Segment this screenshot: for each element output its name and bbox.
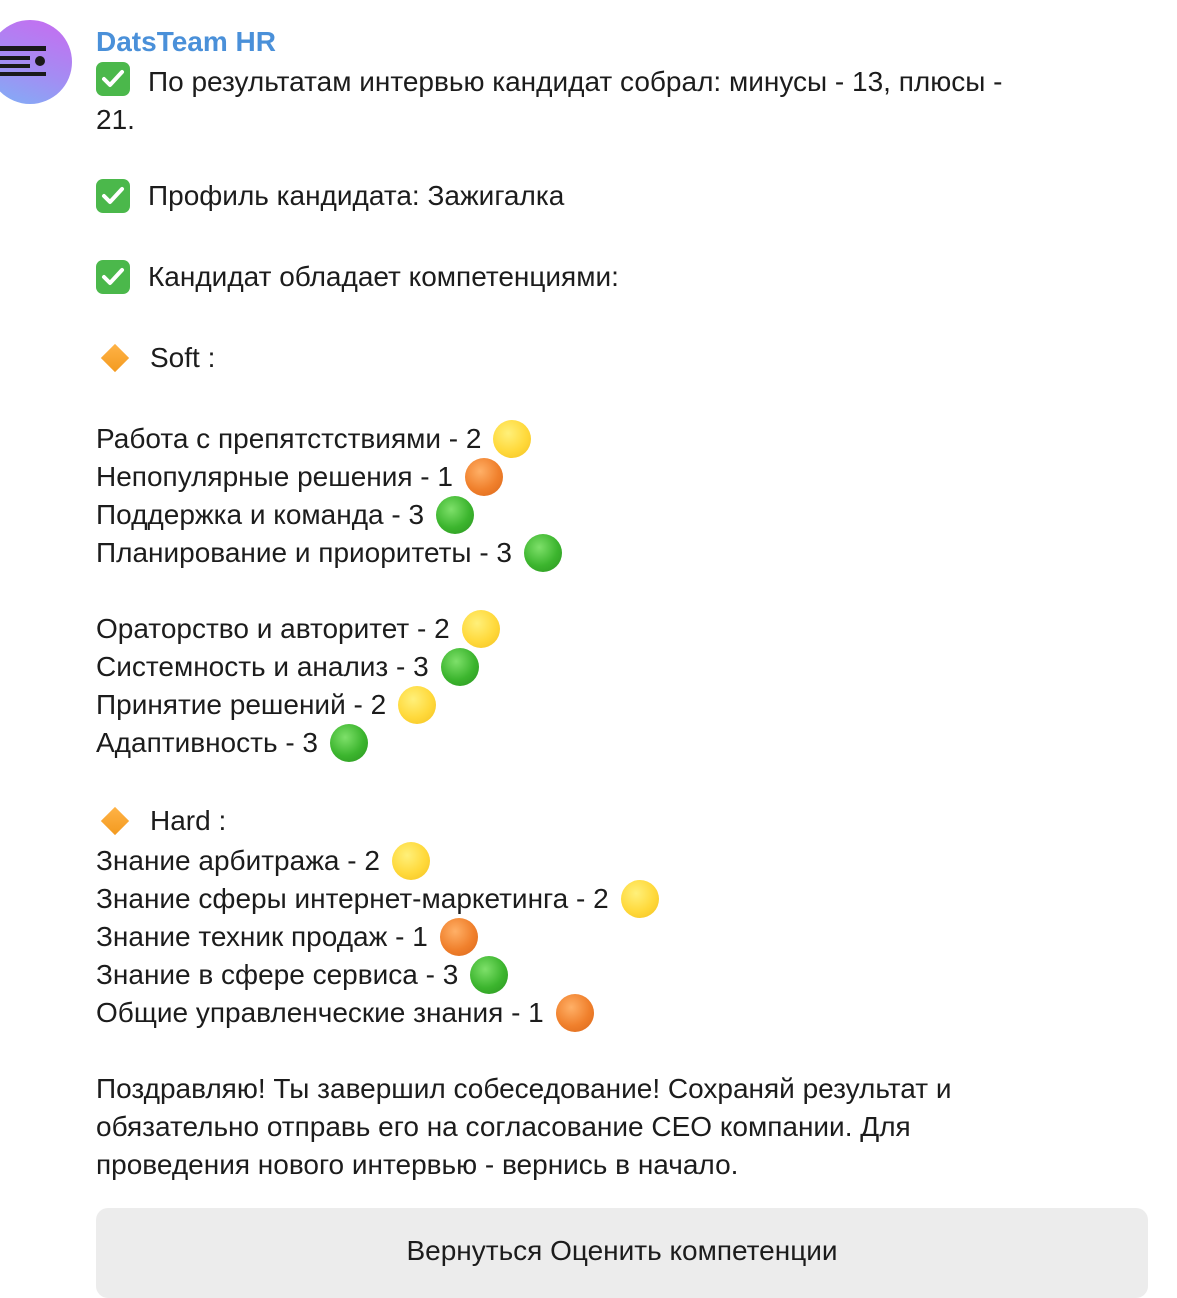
- list-item: [96, 842, 1156, 880]
- list-item: [96, 956, 1156, 994]
- list-item: [96, 918, 1156, 956]
- soft-heading: [96, 339, 1156, 377]
- competency-label: Поддержка и команда - 3: [96, 499, 425, 530]
- profile-line: [96, 177, 1156, 215]
- competency-label: Работа с препятстствиями - 2: [96, 423, 482, 454]
- list-item: [96, 724, 1156, 762]
- summary-line-1: По результатам интервью кандидат собрал: минусы - 13, плюсы -: [148, 66, 1003, 97]
- newspaper-icon: [0, 44, 56, 84]
- closing-line-2: обязательно отправь его на согласование CEO компании. Для: [96, 1111, 911, 1142]
- orange-circle-icon: [465, 458, 503, 496]
- summary-line-2: 21.: [96, 104, 135, 135]
- closing-text: [96, 1070, 1156, 1184]
- competency-label: Системность и анализ - 3: [96, 651, 429, 682]
- list-item: [96, 458, 1156, 496]
- check-mark-icon: [96, 179, 130, 213]
- competency-label: Планирование и приоритеты - 3: [96, 537, 513, 568]
- competencies-intro-text: Кандидат обладает компетенциями:: [148, 261, 619, 292]
- green-circle-icon: [524, 534, 562, 572]
- competency-label: Знание сферы интернет-маркетинга - 2: [96, 883, 609, 914]
- yellow-circle-icon: [392, 842, 430, 880]
- list-item: [96, 496, 1156, 534]
- list-item: [96, 610, 1156, 648]
- competencies-intro: [96, 258, 1156, 296]
- closing-line-1: Поздравляю! Ты завершил собеседование! Сохраняй результат и: [96, 1073, 952, 1104]
- summary-scores: [96, 62, 1156, 139]
- list-item: [96, 648, 1156, 686]
- list-item: [96, 994, 1156, 1032]
- green-circle-icon: [436, 496, 474, 534]
- list-item: [96, 534, 1156, 572]
- profile-text: Профиль кандидата: Зажигалка: [148, 180, 565, 211]
- competency-label: Знание в сфере сервиса - 3: [96, 959, 459, 990]
- competency-label: Знание арбитража - 2: [96, 845, 380, 876]
- check-mark-icon: [96, 260, 130, 294]
- orange-diamond-icon: [101, 344, 129, 372]
- green-circle-icon: [470, 956, 508, 994]
- orange-diamond-icon: [101, 807, 129, 835]
- competency-label: Непопулярные решения - 1: [96, 461, 453, 492]
- closing-line-3: проведения нового интервью - вернись в начало.: [96, 1149, 739, 1180]
- yellow-circle-icon: [621, 880, 659, 918]
- list-item: [96, 420, 1156, 458]
- competency-label: Общие управленческие знания - 1: [96, 997, 544, 1028]
- orange-circle-icon: [440, 918, 478, 956]
- sender-name[interactable]: DatsTeam HR: [96, 26, 276, 57]
- soft-heading-text: Soft :: [150, 342, 216, 373]
- orange-circle-icon: [556, 994, 594, 1032]
- list-item: [96, 880, 1156, 918]
- list-item: [96, 686, 1156, 724]
- avatar[interactable]: [0, 20, 72, 104]
- competency-label: Принятие решений - 2: [96, 689, 387, 720]
- yellow-circle-icon: [462, 610, 500, 648]
- return-evaluate-button[interactable]: Вернуться Оценить компетенции: [96, 1208, 1148, 1298]
- green-circle-icon: [330, 724, 368, 762]
- yellow-circle-icon: [398, 686, 436, 724]
- competency-label: Знание техник продаж - 1: [96, 921, 428, 952]
- hard-heading-text: Hard :: [150, 805, 227, 836]
- competency-label: Адаптивность - 3: [96, 727, 318, 758]
- competency-label: Ораторство и авторитет - 2: [96, 613, 450, 644]
- green-circle-icon: [441, 648, 479, 686]
- yellow-circle-icon: [493, 420, 531, 458]
- check-mark-icon: [96, 62, 130, 96]
- message-bubble: [96, 22, 1156, 1184]
- hard-heading: [96, 800, 1156, 842]
